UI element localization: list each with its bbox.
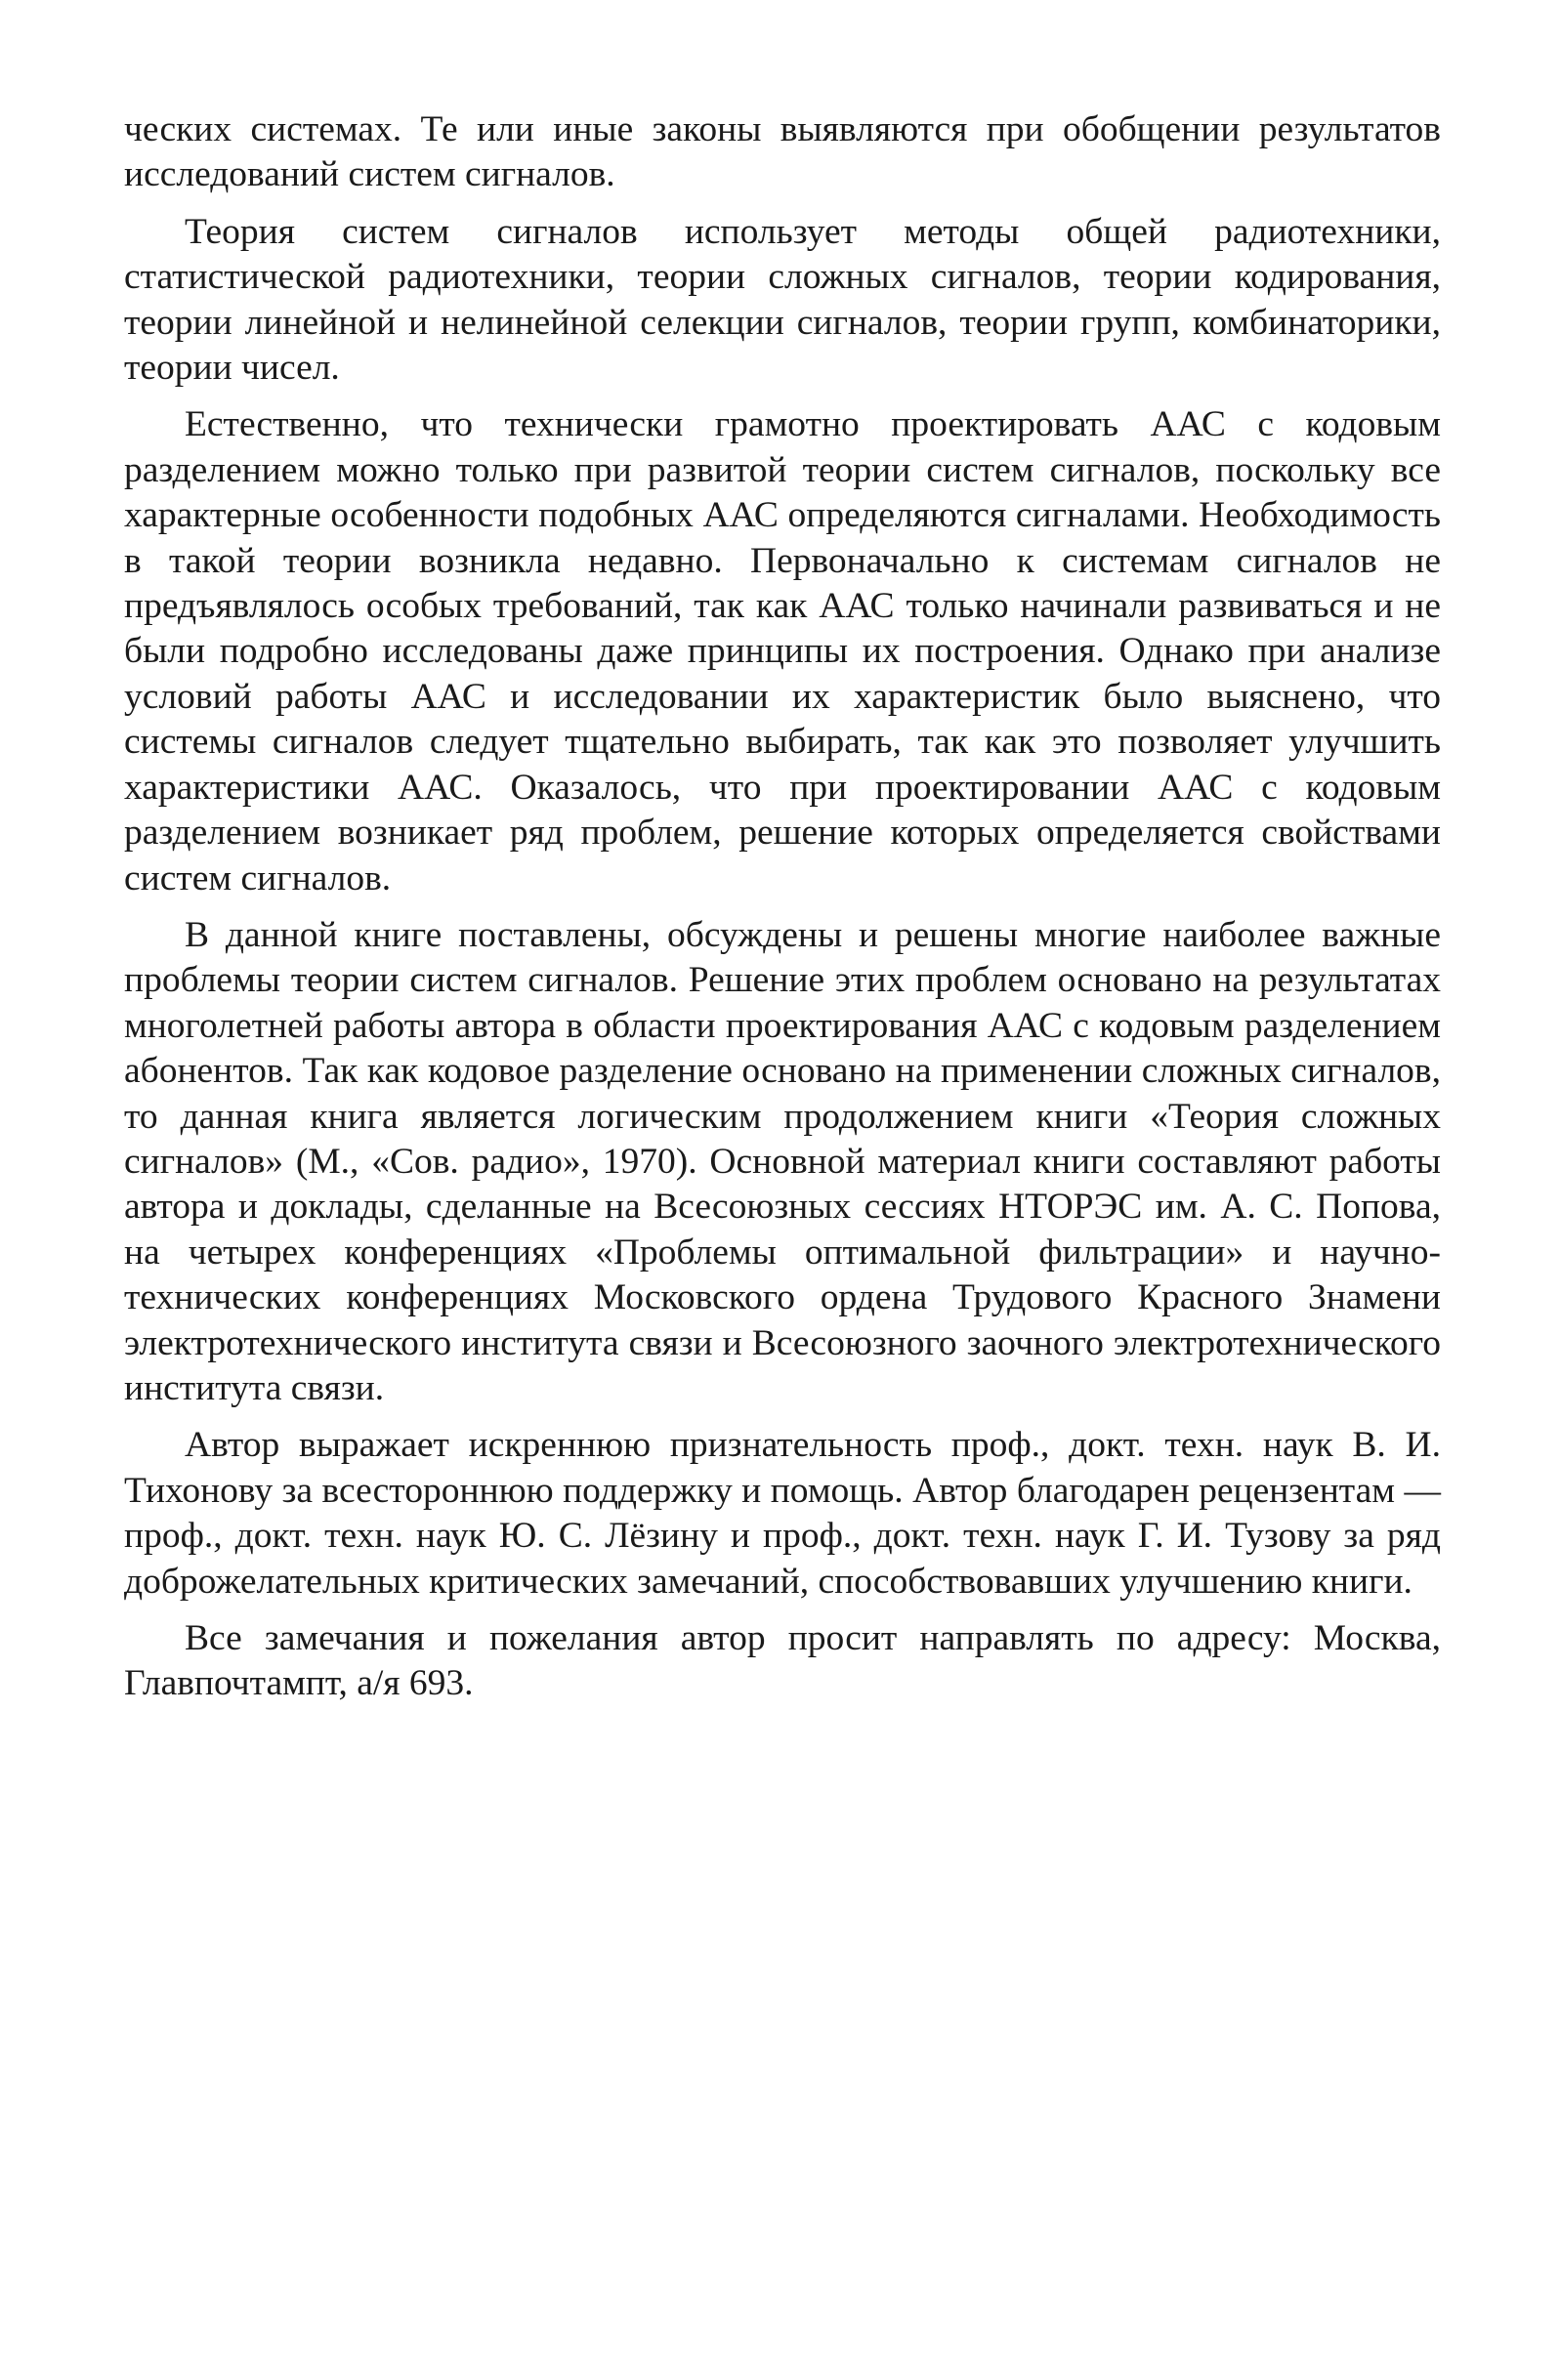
paragraph-contact-address: Все замечания и пожелания автор просит направлять по адресу: Москва, Главпочтампт, а/я 693. — [124, 1618, 1441, 1704]
paragraph-book-contents: В данной книге поставлены, обсуждены и решены многие наиболее важные проблемы теории систем сигналов. Решение этих проблем основано на результатах многолетней работы автора в области проектирования ААС с кодовым разделением абонентов. Так как кодовое разделение основано на применении сложных сигналов, то данная книга является логическим продолжением книги «Теория сложных сигналов» (М., «Сов. радио», 1970). Основной материал книги составляют работы автора и доклады, сделанные на Всесоюзных сессиях НТОРЭС им. А. С. Попова, на четырех конференциях «Проблемы оптимальной фильтрации» и научно-технических конференциях Московского ордена Трудового Красного Знамени электротехнического института связи и Всесоюзного заочного электротехнического института связи. — [124, 914, 1441, 1408]
paragraph-acknowledgements: Автор выражает искреннюю признательность проф., докт. техн. наук В. И. Тихонову за всестороннюю поддержку и помощь. Автор благодарен рецензентам — проф., докт. техн. наук Ю. С. Лёзину и проф., докт. техн. наук Г. И. Тузову за ряд доброжелательных критических замечаний, способствовавших улучшению книги. — [124, 1425, 1441, 1602]
paragraph-design-need: Естественно, что технически грамотно проектировать ААС с кодовым разделением можно только при развитой теории систем сигналов, поскольку все характерные особенности подобных ААС определяются сигналами. Необходимость в такой теории возникла недавно. Первоначально к системам сигналов не предъявлялось особых требований, так как ААС только начинали развиваться и не были подробно исследованы даже принципы их построения. Однако при анализе условий работы ААС и исследовании их характеристик было выяснено, что системы сигналов следует тщательно выбирать, так как это позволяет улучшить характеристики ААС. Оказалось, что при проектировании ААС с кодовым разделением возникает ряд проблем, решение которых определяется свойствами систем сигналов. — [124, 404, 1441, 898]
paragraph-continuation: ческих системах. Те или иные законы выявляются при обобщении результатов исследований систем сигналов. — [124, 109, 1441, 195]
paragraph-methods: Теория систем сигналов использует методы общей радиотехники, статистической радиотехники, теории сложных сигналов, теории кодирования, теории линейной и нелинейной селекции сигналов, теории групп, комбинаторики, теории чисел. — [124, 211, 1441, 389]
book-page-text — [124, 107, 1441, 1707]
